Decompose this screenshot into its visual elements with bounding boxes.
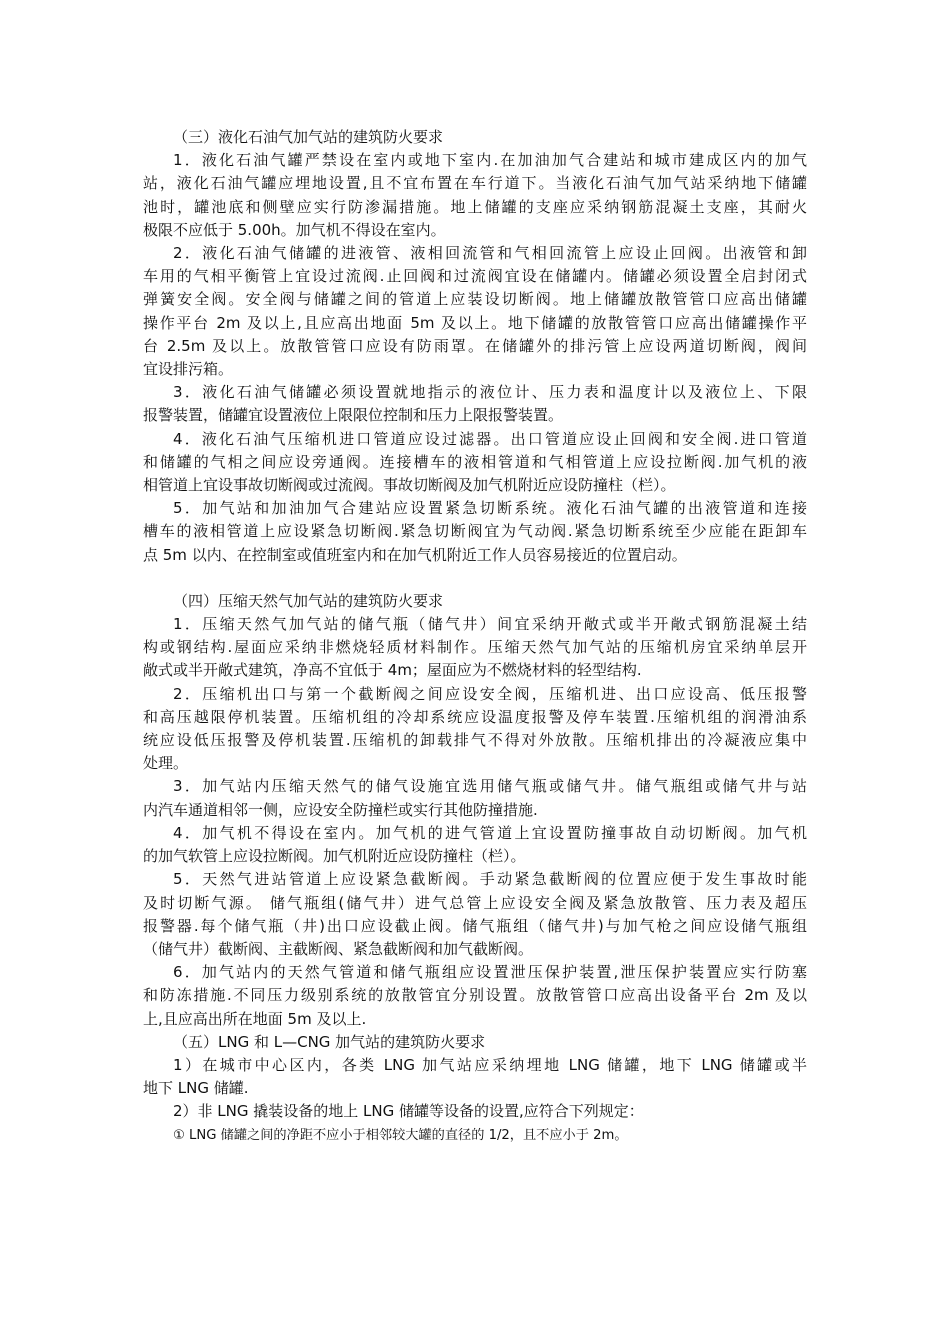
paragraph-line: 和防冻措施.不同压力级别系统的放散管宜分别设置。放散管管口应高出设备平台 2m 及以 [143,986,807,1005]
paragraph-line: 1．液化石油气罐严禁设在室内或地下室内.在加油加气合建站和城市建成区内的加气 [173,151,807,170]
paragraph-line: 宜设排污箱。 [143,360,234,379]
paragraph-line: 报警器.每个储气瓶（井)出口应设截止阀。储气瓶组（储气井)与加气枪之间应设储气瓶组 [143,916,807,935]
paragraph-line: 4．液化石油气压缩机进口管道应设过滤器。出口管道应设止回阀和安全阀.进口管道 [173,429,807,448]
paragraph-line: 内汽车通道相邻一侧，应设安全防撞栏或实行其他防撞措施. [143,800,538,819]
paragraph-line: 报警装置，储罐宜设置液位上限限位控制和压力上限报警装置。 [143,406,564,425]
paragraph-line: 2）非 LNG 撬装设备的地上 LNG 储罐等设备的设置,应符合下列规定： [173,1102,644,1121]
paragraph-line: 台 2.5m 及以上。放散管管口应设有防雨罩。在储罐外的排污管上应设两道切断阀，阀间 [143,336,807,355]
paragraph-line: 1）在城市中心区内，各类 LNG 加气站应采纳埋地 LNG 储罐，地下 LNG 储罐或半 [173,1055,807,1074]
paragraph-line: 4．加气机不得设在室内。加气机的进气管道上宜设置防撞事故自动切断阀。加气机 [173,823,807,842]
paragraph-line: （储气井）截断阀、主截断阀、紧急截断阀和加气截断阀。 [143,939,534,958]
paragraph-line: 1．压缩天然气加气站的储气瓶（储气井）间宜采纳开敞式或半开敞式钢筋混凝土结 [173,615,807,634]
paragraph-line: 相管道上宜设事故切断阀或过流阀。事故切断阀及加气机附近应设防撞柱（栏）。 [143,476,676,495]
paragraph-line: 3．液化石油气储罐必须设置就地指示的液位计、压力表和温度计以及液位上、下限 [173,383,807,402]
paragraph-line: 槽车的液相管道上应设紧急切断阀.紧急切断阀宜为气动阀.紧急切断系统至少应能在距卸车 [143,522,807,541]
paragraph-line: 构或钢结构.屋面应采纳非燃烧轻质材料制作。压缩天然气加气站的压缩机房宜采纳单层开 [143,638,807,657]
paragraph-line: 点 5m 以内、在控制室或值班室内和在加气机附近工作人员容易接近的位置启动。 [143,545,687,564]
paragraph-line: 敞式或半开敞式建筑，净高不宜低于 4m；屋面应为不燃烧材料的轻型结构. [143,661,642,680]
spacer [143,567,807,590]
paragraph-line: 的加气软管上应设拉断阀。加气机附近应设防撞柱（栏）。 [143,847,526,866]
paragraph-line: 操作平台 2m 及以上,且应高出地面 5m 及以上。地下储罐的放散管管口应高出储罐操作平 [143,313,807,332]
paragraph-line: 地下 LNG 储罐. [143,1079,249,1098]
document-page [143,126,807,1147]
paragraph-line: 及时切断气源。 储气瓶组(储气井）进气总管上应设安全阀及紧急放散管、压力表及超压 [143,893,807,912]
paragraph-line: 统应设低压报警及停机装置.压缩机的卸载排气不得对外放散。压缩机排出的冷凝液应集中 [143,731,807,750]
paragraph-line: 6．加气站内的天然气管道和储气瓶组应设置泄压保护装置,泄压保护装置应实行防塞 [173,963,807,982]
paragraph-line: 5．加气站和加油加气合建站应设置紧急切断系统。液化石油气罐的出液管道和连接 [173,499,807,518]
paragraph-line: 2．液化石油气储罐的进液管、液相回流管和气相回流管上应设止回阀。出液管和卸 [173,244,807,263]
paragraph-line: 3．加气站内压缩天然气的储气设施宜选用储气瓶或储气井。储气瓶组或储气井与站 [173,777,807,796]
paragraph-line: 和高压越限停机装置。压缩机组的冷却系统应设温度报警及停车装置.压缩机组的润滑油系 [143,707,807,726]
paragraph-line: 2．压缩机出口与第一个截断阀之间应设安全阀，压缩机进、出口应设高、低压报警 [173,684,807,703]
section-heading: （五）LNG 和 L—CNG 加气站的建筑防火要求 [173,1032,486,1051]
paragraph-line: 5．天然气进站管道上应设紧急截断阀。手动紧急截断阀的位置应便于发生事故时能 [173,870,807,889]
paragraph-line: 上,且应高出所在地面 5m 及以上. [143,1009,367,1028]
paragraph-line: 处理。 [143,754,189,773]
paragraph-line: 极限不应低于 5.00h。加气机不得设在室内。 [143,220,446,239]
paragraph-line: 站，液化石油气罐应埋地设置,且不宜布置在车行道下。当液化石油气加气站采纳地下储罐 [143,174,807,193]
paragraph-line: ① LNG 储罐之间的净距不应小于相邻较大罐的直径的 1/2，且不应小于 2m。 [173,1127,628,1143]
paragraph-line: 车用的气相平衡管上宜设过流阀.止回阀和过流阀宜设在储罐内。储罐必须设置全启封闭式 [143,267,807,286]
section-heading: （四）压缩天然气加气站的建筑防火要求 [173,591,444,610]
section-heading: （三）液化石油气加气站的建筑防火要求 [173,128,444,146]
paragraph-line: 和储罐的气相之间应设旁通阀。连接槽车的液相管道和气相管道上应设拉断阀.加气机的液 [143,452,807,471]
paragraph-line: 弹簧安全阀。安全阀与储罐之间的管道上应装设切断阀。地上储罐放散管管口应高出储罐 [143,290,807,309]
paragraph-line: 池时，罐池底和侧壁应实行防渗漏措施。地上储罐的支座应采纳钢筋混凝土支座，其耐火 [143,197,807,216]
